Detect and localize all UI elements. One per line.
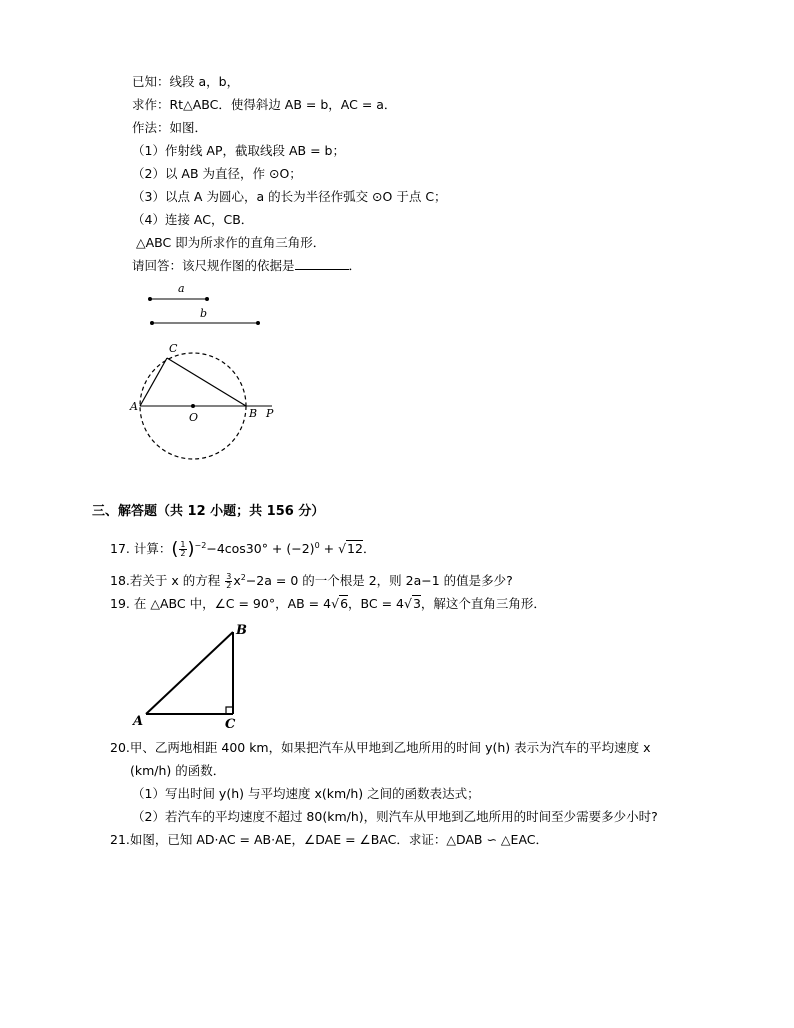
triangle-side-ab — [146, 632, 233, 714]
answer-blank — [295, 257, 349, 270]
construction-figure — [120, 278, 300, 468]
side-ac — [140, 358, 167, 406]
question-line — [132, 257, 361, 275]
method-line: 作法：如图． — [132, 120, 208, 135]
question-17 — [110, 534, 375, 562]
q19-prefix: 在 △ABC 中，∠C = 90°，AB = 4 — [133, 596, 332, 611]
q17-fraction: $\frac{1}{2}$ — [180, 540, 186, 559]
triangle-label-b: B — [236, 623, 247, 638]
q17-sqrt-sign: √ — [338, 541, 347, 557]
question-20 — [110, 739, 651, 757]
segment-b-end-right — [256, 321, 260, 325]
step-4: （4）连接 AC，CB． — [132, 212, 254, 227]
segment-a-end-right — [205, 297, 209, 301]
section-title: 三、解答题（共 12 小题；共 156 分） — [92, 504, 325, 519]
q18-number: 18. — [110, 573, 130, 589]
step-3: （3）以点 A 为圆心，a 的长为半径作弧交 ⊙O 于点 C； — [132, 189, 447, 204]
q17-radicand: 12 — [347, 541, 363, 557]
segment-a-end-left — [148, 297, 152, 301]
given-line: 已知：线段 a，b， — [132, 74, 240, 89]
q21-number: 21. — [110, 832, 130, 847]
q19-end: ，解这个直角三角形． — [420, 596, 546, 611]
question-prefix: 请回答：该尺规作图的依据是 — [132, 258, 295, 273]
triangle-label-a: A — [133, 714, 144, 729]
q20-number: 20. — [110, 740, 130, 755]
side-cb — [167, 358, 246, 406]
q17-paren-close: ) — [187, 538, 195, 560]
q17-exponent: −2 — [194, 541, 207, 550]
step-1: （1）作射线 AP，截取线段 AB = b； — [132, 143, 345, 158]
q18-square: 2 — [240, 573, 246, 582]
segment-b-label: b — [200, 307, 208, 320]
q19-sqrt-sign-1: √ — [331, 596, 340, 611]
q19-radicand-1: 6 — [340, 596, 349, 611]
point-b-label: B — [249, 407, 258, 420]
question-18 — [110, 566, 513, 593]
q17-end: ． — [362, 541, 376, 557]
q18-rest: −2a = 0 的一个根是 2，则 2a−1 的值是多少? — [245, 573, 513, 589]
q18-prefix: 若关于 x 的方程 — [129, 573, 225, 589]
q18-x: x — [233, 573, 241, 589]
q19-sqrt-sign-2: √ — [403, 596, 412, 611]
q21-text: 如图，已知 AD·AC = AB·AE，∠DAE = ∠BAC．求证：△DAB ∽ △EAC． — [129, 832, 549, 847]
q17-number: 17. — [110, 541, 130, 557]
q17-prefix: 计算： — [133, 541, 172, 557]
task-line: 求作：Rt△ABC．使得斜边 AB = b，AC = a． — [132, 97, 397, 112]
q19-number: 19. — [110, 596, 130, 611]
segment-b-end-left — [150, 321, 154, 325]
step-2: （2）以 AB 为直径，作 ⊙O； — [132, 166, 302, 181]
segment-a-label: a — [178, 282, 185, 295]
q20-line-1: 甲、乙两地相距 400 km，如果把汽车从甲地到乙地所用的时间 y(h) 表示为汽车的平均速度 x — [129, 740, 651, 755]
result-line: △ABC 即为所求作的直角三角形． — [136, 235, 326, 250]
point-o-label: O — [189, 411, 199, 424]
q20-sub-2: （2）若汽车的平均速度不超过 80(km/h)，则汽车从甲地到乙地所用的时间至少需要多少小时? — [132, 809, 658, 824]
point-c-label: C — [169, 342, 178, 355]
q17-middle: −4cos30° + (−2) — [206, 541, 315, 557]
q20-sub-1: （1）写出时间 y(h) 与平均速度 x(km/h) 之间的函数表达式； — [132, 786, 480, 801]
center-o — [191, 404, 195, 408]
right-angle-mark — [226, 707, 233, 714]
question-suffix: ． — [348, 258, 362, 273]
q17-zero-exp: 0 — [314, 541, 320, 550]
question-21 — [110, 831, 548, 849]
q20-line-2: (km/h) 的函数． — [130, 763, 226, 778]
q17-plus: + — [319, 541, 339, 557]
point-p-label: P — [266, 407, 274, 420]
triangle-label-c: C — [225, 717, 236, 730]
q19-radicand-2: 3 — [412, 596, 421, 611]
question-19 — [110, 595, 546, 613]
q18-fraction: $\frac{3}{2}$ — [226, 572, 232, 591]
point-a-label: A — [130, 400, 138, 413]
right-triangle-figure — [128, 618, 258, 730]
q17-paren-open: ( — [171, 538, 179, 560]
q19-middle: ，BC = 4 — [348, 596, 404, 611]
